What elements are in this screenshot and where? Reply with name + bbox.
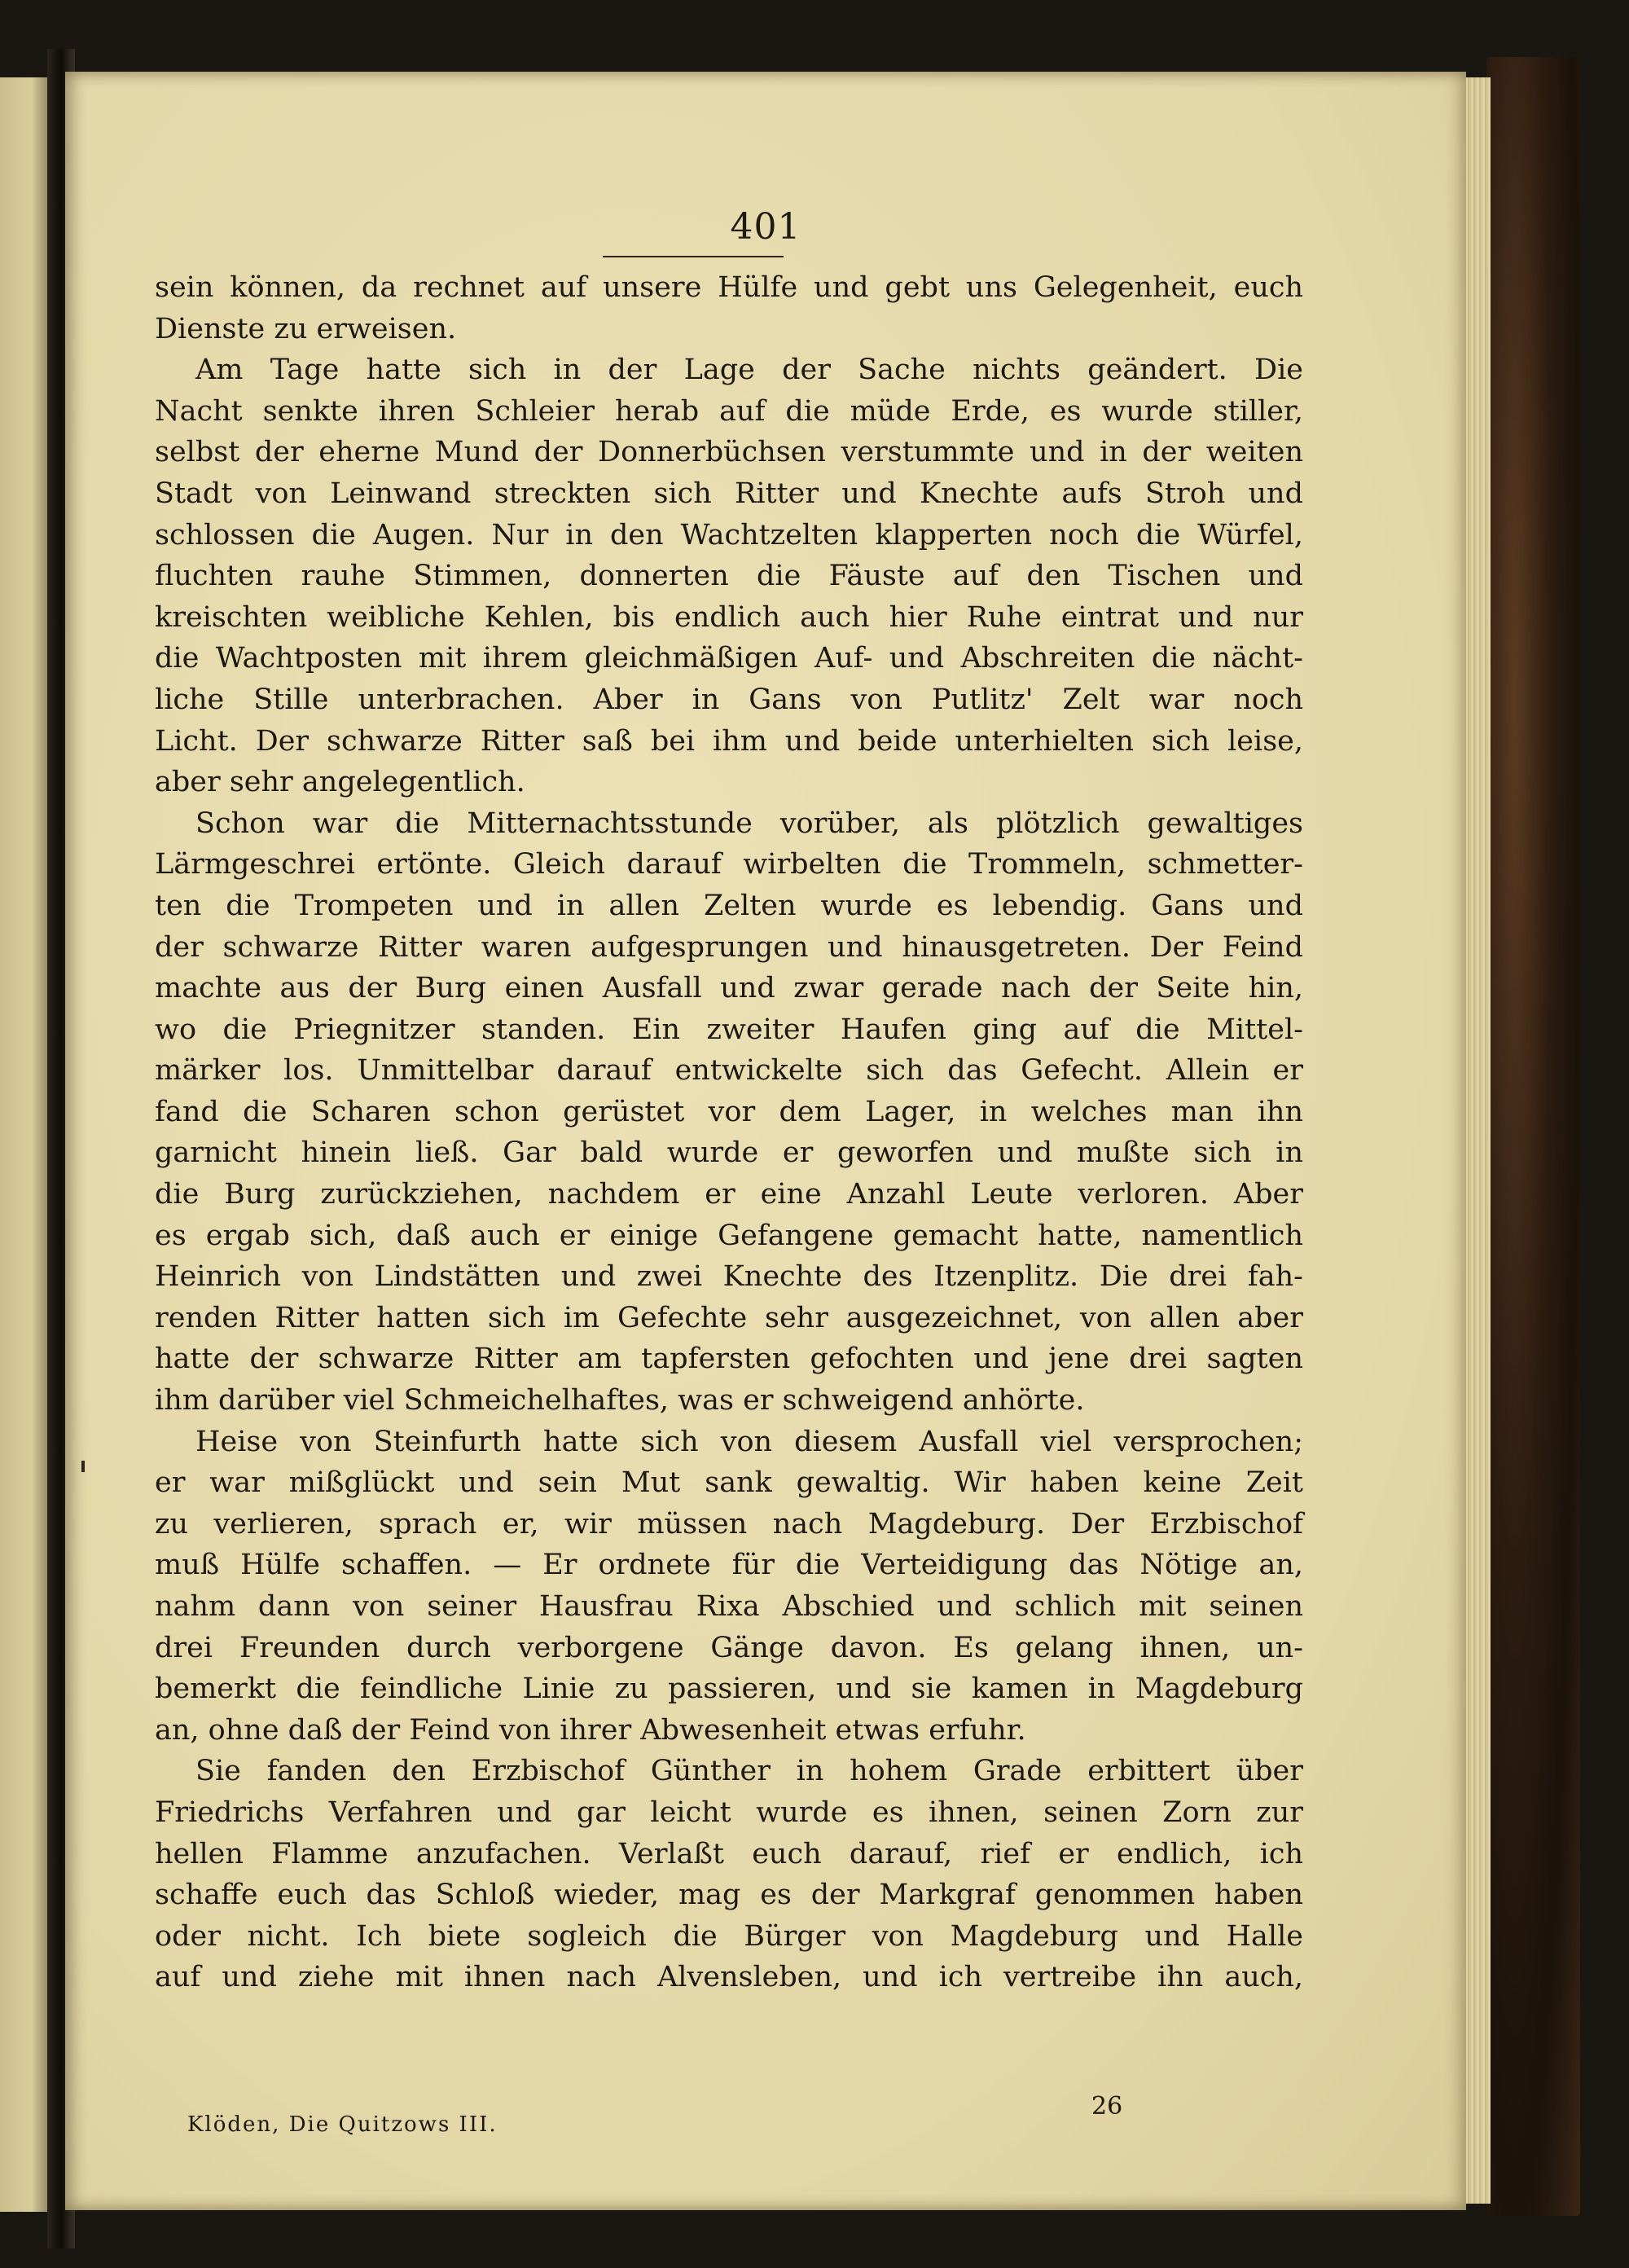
body-text: [155, 267, 1303, 1998]
text-line: machte aus der Burg einen Ausfall und zwar gerade nach der Seite hin,: [155, 972, 1303, 1005]
text-line: Nacht senkte ihren Schleier herab auf die müde Erde, es wurde stiller,: [155, 394, 1303, 428]
text-line: wo die Priegnitzer standen. Ein zweiter Haufen ging auf die Mittel-: [155, 1013, 1303, 1046]
text-line: Stadt von Leinwand streckten sich Ritter und Knechte aufs Stroh und: [155, 477, 1303, 510]
text-line: drei Freunden durch verborgene Gänge davon. Es gelang ihnen, un-: [155, 1631, 1303, 1664]
text-line: er war mißglückt und sein Mut sank gewaltig. Wir haben keine Zeit: [155, 1466, 1303, 1500]
page-number: 401: [730, 206, 801, 248]
text-line: renden Ritter hatten sich im Gefechte sehr ausgezeichnet, von allen aber: [155, 1301, 1303, 1334]
text-line: schlossen die Augen. Nur in den Wachtzelten klapperten noch die Würfel,: [155, 518, 1303, 552]
text-line: die Burg zurückziehen, nachdem er eine Anzahl Leute verloren. Aber: [155, 1178, 1303, 1211]
text-line: hellen Flamme anzufachen. Verlaßt euch darauf, rief er endlich, ich: [155, 1837, 1303, 1870]
text-line: Heinrich von Lindstätten und zwei Knechte des Itzenplitz. Die drei fah-: [155, 1260, 1303, 1294]
book-page: [65, 72, 1466, 2210]
printer-signature: Klöden, Die Quitzows III.: [187, 2112, 498, 2137]
text-line: fand die Scharen schon gerüstet vor dem Lager, in welches man ihn: [155, 1095, 1303, 1128]
book-cover-edge: [1486, 57, 1580, 2216]
text-line: liche Stille unterbrachen. Aber in Gans von Putlitz' Zelt war noch: [155, 683, 1303, 716]
text-line: es ergab sich, daß auch er einige Gefangene gemacht hatte, namentlich: [155, 1219, 1303, 1252]
text-line: oder nicht. Ich biete sogleich die Bürger von Magdeburg und Halle: [155, 1919, 1303, 1953]
text-line: auf und ziehe mit ihnen nach Alvensleben, und ich vertreibe ihn auch,: [155, 1961, 1303, 1994]
text-line: kreischten weibliche Kehlen, bis endlich auch hier Ruhe eintrat und nur: [155, 600, 1303, 634]
text-line: Dienste zu erweisen.: [155, 312, 457, 345]
text-line: Am Tage hatte sich in der Lage der Sache nichts geändert. Die: [195, 354, 1303, 387]
text-line: ihm darüber viel Schmeichelhaftes, was er schweigend anhörte.: [155, 1384, 1085, 1418]
text-line: sein können, da rechnet auf unsere Hülfe und gebt uns Gelegenheit, euch: [155, 271, 1303, 304]
text-line: garnicht hinein ließ. Gar bald wurde er geworfen und mußte sich in: [155, 1136, 1303, 1170]
text-line: Sie fanden den Erzbischof Günther in hohem Grade erbittert über: [195, 1755, 1303, 1788]
text-line: der schwarze Ritter waren aufgesprungen und hinausgetreten. Der Feind: [155, 930, 1303, 964]
text-line: nahm dann von seiner Hausfrau Rixa Abschied und schlich mit seinen: [155, 1590, 1303, 1623]
sheet-number: 26: [1091, 2092, 1123, 2121]
text-line: selbst der eherne Mund der Donnerbüchsen verstummte und in der weiten: [155, 436, 1303, 469]
header-rule: [603, 256, 784, 257]
margin-mark: [81, 1461, 85, 1472]
text-line: bemerkt die feindliche Linie zu passieren, und sie kamen in Magdeburg: [155, 1672, 1303, 1706]
text-line: Schon war die Mitternachtsstunde vorüber, als plötzlich gewaltiges: [195, 807, 1303, 840]
text-line: ten die Trompeten und in allen Zelten wurde es lebendig. Gans und: [155, 889, 1303, 922]
text-line: aber sehr angelegentlich.: [155, 766, 525, 799]
text-line: fluchten rauhe Stimmen, donnerten die Fäuste auf den Tischen und: [155, 560, 1303, 593]
text-line: hatte der schwarze Ritter am tapfersten gefochten und jene drei sagten: [155, 1343, 1303, 1376]
text-line: Lärmgeschrei ertönte. Gleich darauf wirbelten die Trommeln, schmetter-: [155, 848, 1303, 881]
text-line: Licht. Der schwarze Ritter saß bei ihm und beide unterhielten sich leise,: [155, 724, 1303, 758]
text-line: Heise von Steinfurth hatte sich von diesem Ausfall viel versprochen;: [195, 1425, 1303, 1458]
page-footer: [155, 2092, 1303, 2141]
text-line: schaffe euch das Schloß wieder, mag es der Markgraf genommen haben: [155, 1879, 1303, 1912]
text-line: Friedrichs Verfahren und gar leicht wurde es ihnen, seinen Zorn zur: [155, 1796, 1303, 1829]
text-line: märker los. Unmittelbar darauf entwickelte sich das Gefecht. Allein er: [155, 1054, 1303, 1088]
text-line: muß Hülfe schaffen. — Er ordnete für die Verteidigung das Nötige an,: [155, 1549, 1303, 1582]
text-line: zu verlieren, sprach er, wir müssen nach Magdeburg. Der Erzbischof: [155, 1507, 1303, 1541]
text-line: an, ohne daß der Feind von ihrer Abwesenheit etwas erfuhr.: [155, 1713, 1026, 1747]
text-line: die Wachtposten mit ihrem gleichmäßigen Auf- und Abschreiten die nächt-: [155, 642, 1303, 675]
